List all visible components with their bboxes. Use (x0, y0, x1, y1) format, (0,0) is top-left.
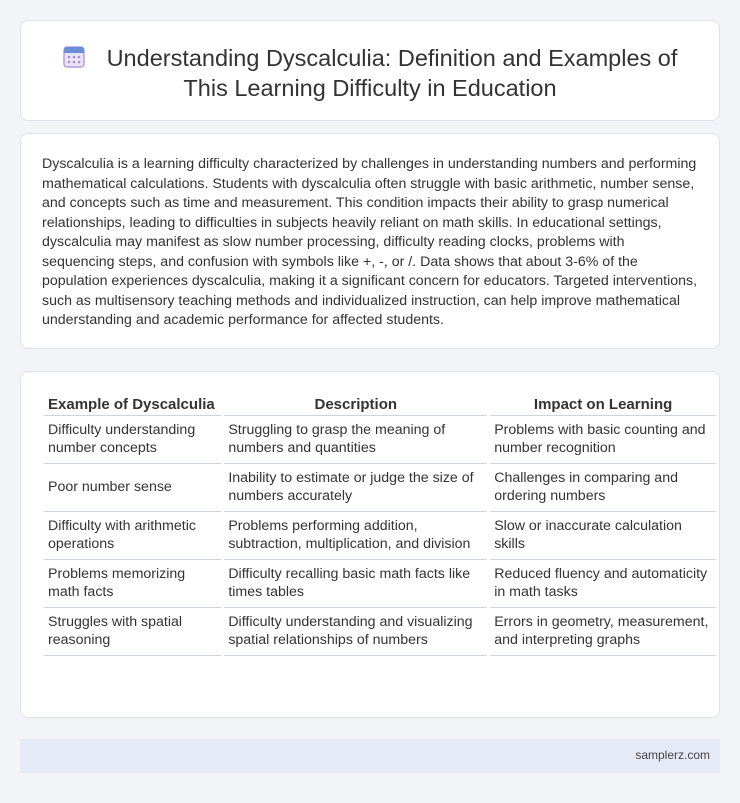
table-row (44, 464, 716, 512)
table-row (44, 416, 716, 464)
table-row (44, 512, 716, 560)
table-row (44, 560, 716, 608)
intro-card (20, 133, 720, 349)
header-card (20, 20, 720, 121)
table-card (20, 371, 720, 718)
cell-impact: Reduced fluency and automaticity in math tasks (490, 560, 716, 608)
cell-description: Difficulty understanding and visualizing spatial relationships of numbers (224, 608, 487, 656)
examples-table (41, 392, 719, 656)
page-title-text: Understanding Dyscalculia: Definition and Examples of This Learning Difficulty in Education (106, 45, 678, 101)
cell-example: Struggles with spatial reasoning (44, 608, 221, 656)
footer (20, 739, 720, 773)
page-title (51, 43, 689, 103)
header-example: Example of Dyscalculia (44, 392, 221, 416)
cell-example: Poor number sense (44, 464, 221, 512)
header (51, 43, 689, 103)
cell-description: Struggling to grasp the meaning of numbers and quantities (224, 416, 487, 464)
cell-example: Difficulty with arithmetic operations (44, 512, 221, 560)
cell-example: Problems memorizing math facts (44, 560, 221, 608)
cell-description: Difficulty recalling basic math facts like times tables (224, 560, 487, 608)
cell-description: Problems performing addition, subtraction, multiplication, and division (224, 512, 487, 560)
cell-impact: Problems with basic counting and number recognition (490, 416, 716, 464)
table-header-row (44, 392, 716, 416)
cell-example: Difficulty understanding number concepts (44, 416, 221, 464)
table-row (44, 608, 716, 656)
cell-description: Inability to estimate or judge the size of numbers accurately (224, 464, 487, 512)
header-description: Description (224, 392, 487, 416)
calculator-icon (63, 46, 85, 68)
header-impact: Impact on Learning (490, 392, 716, 416)
intro-paragraph: Dyscalculia is a learning difficulty characterized by challenges in understanding numbers and performing mathematical calculations. Students with dyscalculia often struggle with basic arithmetic, number sense, and concepts such as time and measurement. This condition impacts their ability to grasp numerical relationships, leading to difficulties in subjects heavily reliant on math skills. In educational settings, dyscalculia may manifest as slow number processing, difficulty reading clocks, problems with sequencing steps, and confusion with symbols like +, -, or /. Data shows that about 3-6% of the population experiences dyscalculia, making it a significant concern for educators. Targeted interventions, such as multisensory teaching methods and individualized instruction, can help improve mathematical understanding and academic performance for affected students. (42, 156, 698, 328)
cell-impact: Challenges in comparing and ordering numbers (490, 464, 716, 512)
cell-impact: Errors in geometry, measurement, and interpreting graphs (490, 608, 716, 656)
cell-impact: Slow or inaccurate calculation skills (490, 512, 716, 560)
footer-site-link[interactable]: samplerz.com (635, 748, 710, 762)
